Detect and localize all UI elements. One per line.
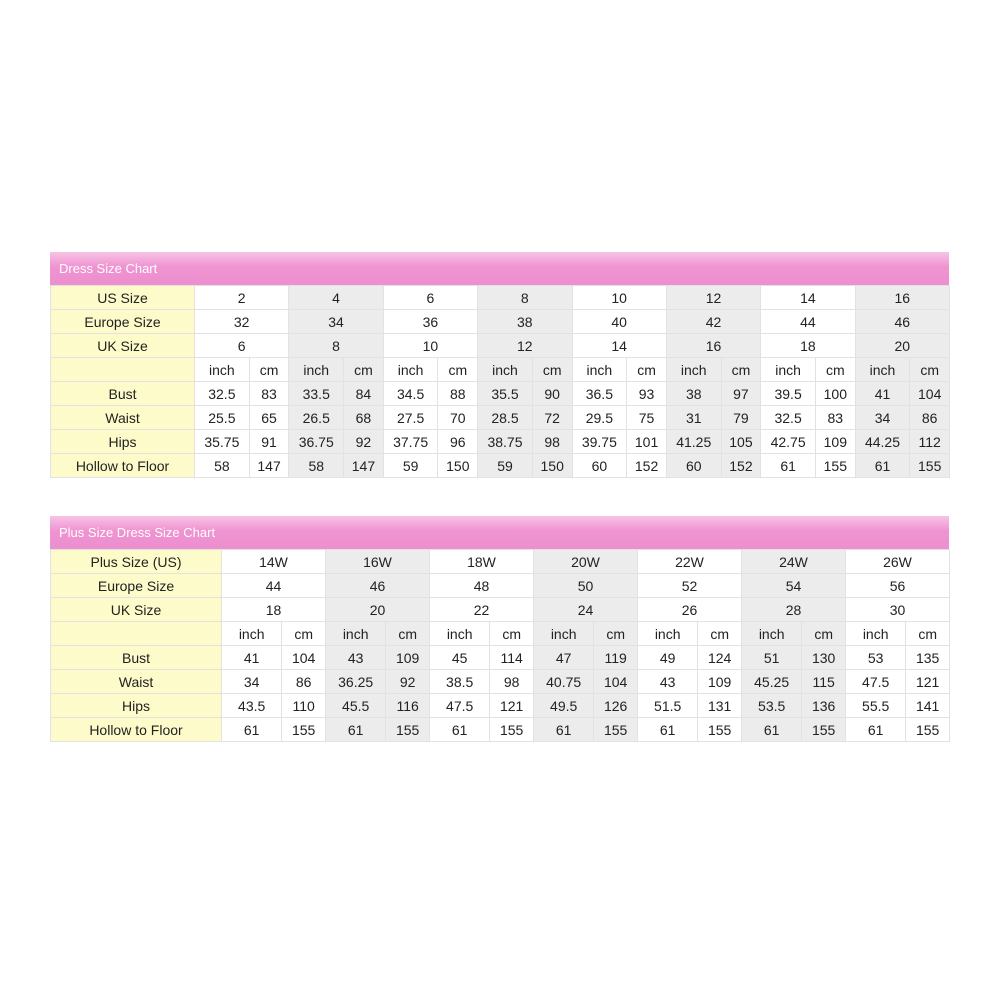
chart-title: Dress Size Chart [50,252,949,285]
measure-cell: 61 [742,718,802,742]
measure-cell: 150 [532,454,572,478]
measure-cell: 31 [666,406,721,430]
measure-cell: 114 [490,646,534,670]
chart-title: Plus Size Dress Size Chart [50,516,949,549]
measure-row [51,430,950,454]
row-label: Waist [51,406,195,430]
measure-cell: 155 [490,718,534,742]
measure-cell: 39.75 [572,430,627,454]
measure-cell: 55.5 [846,694,906,718]
size-cell: 28 [742,598,846,622]
unit-cm: cm [532,358,572,382]
measure-cell: 104 [282,646,326,670]
unit-cm: cm [386,622,430,646]
measure-cell: 136 [802,694,846,718]
unit-inch: inch [742,622,802,646]
unit-inch: inch [222,622,282,646]
measure-cell: 83 [249,382,289,406]
measure-cell: 61 [638,718,698,742]
size-cell: 16 [855,286,949,310]
row-label: Europe Size [51,574,222,598]
measure-cell: 109 [815,430,855,454]
row-label: Bust [51,382,195,406]
measure-cell: 45.5 [326,694,386,718]
measure-cell: 112 [910,430,950,454]
measure-cell: 34.5 [383,382,438,406]
unit-inch: inch [289,358,344,382]
size-cell: 44 [761,310,855,334]
size-cell: 26 [638,598,742,622]
size-table [50,549,950,742]
measure-cell: 35.75 [195,430,250,454]
measure-cell: 45.25 [742,670,802,694]
measure-cell: 34 [855,406,910,430]
unit-cm: cm [698,622,742,646]
measure-cell: 51.5 [638,694,698,718]
measure-cell: 38 [666,382,721,406]
size-cell: 24 [534,598,638,622]
measure-cell: 88 [438,382,478,406]
measure-cell: 35.5 [478,382,533,406]
measure-cell: 97 [721,382,761,406]
size-cell: 20W [534,550,638,574]
unit-inch: inch [572,358,627,382]
unit-inch: inch [666,358,721,382]
measure-cell: 43 [638,670,698,694]
measure-cell: 61 [430,718,490,742]
measure-cell: 110 [282,694,326,718]
measure-cell: 147 [344,454,384,478]
row-label-empty [51,358,195,382]
unit-cm: cm [815,358,855,382]
measure-cell: 115 [802,670,846,694]
size-cell: 56 [846,574,950,598]
measure-cell: 155 [815,454,855,478]
unit-inch: inch [383,358,438,382]
measure-cell: 45 [430,646,490,670]
measure-cell: 65 [249,406,289,430]
unit-row [51,358,950,382]
measure-cell: 126 [594,694,638,718]
size-cell: 18 [222,598,326,622]
size-cell: 8 [478,286,572,310]
measure-cell: 75 [627,406,667,430]
measure-cell: 37.75 [383,430,438,454]
row-label: Hips [51,694,222,718]
unit-row [51,622,950,646]
measure-cell: 147 [249,454,289,478]
row-label: Plus Size (US) [51,550,222,574]
size-cell: 2 [195,286,289,310]
size-cell: 36 [383,310,477,334]
measure-cell: 92 [344,430,384,454]
unit-inch: inch [855,358,910,382]
measure-cell: 61 [855,454,910,478]
size-cell: 20 [855,334,949,358]
measure-cell: 49 [638,646,698,670]
measure-cell: 131 [698,694,742,718]
unit-cm: cm [249,358,289,382]
size-cell: 18W [430,550,534,574]
measure-cell: 150 [438,454,478,478]
measure-cell: 58 [195,454,250,478]
measure-cell: 26.5 [289,406,344,430]
unit-inch: inch [478,358,533,382]
measure-cell: 93 [627,382,667,406]
row-label-empty [51,622,222,646]
measure-cell: 47.5 [430,694,490,718]
unit-cm: cm [594,622,638,646]
unit-cm: cm [906,622,950,646]
size-cell: 22W [638,550,742,574]
size-cell: 10 [383,334,477,358]
size-cell: 34 [289,310,383,334]
measure-cell: 60 [666,454,721,478]
measure-cell: 25.5 [195,406,250,430]
measure-cell: 40.75 [534,670,594,694]
unit-inch: inch [638,622,698,646]
measure-cell: 47.5 [846,670,906,694]
measure-cell: 92 [386,670,430,694]
measure-cell: 96 [438,430,478,454]
size-cell: 14 [572,334,666,358]
size-cell: 20 [326,598,430,622]
measure-cell: 33.5 [289,382,344,406]
size-row [51,286,950,310]
measure-cell: 98 [490,670,534,694]
measure-cell: 109 [698,670,742,694]
size-row [51,334,950,358]
size-cell: 14W [222,550,326,574]
measure-cell: 116 [386,694,430,718]
measure-cell: 61 [222,718,282,742]
measure-cell: 141 [906,694,950,718]
size-cell: 10 [572,286,666,310]
measure-row [51,718,950,742]
size-cell: 52 [638,574,742,598]
unit-cm: cm [282,622,326,646]
unit-cm: cm [627,358,667,382]
size-cell: 40 [572,310,666,334]
measure-row [51,694,950,718]
measure-cell: 86 [910,406,950,430]
unit-cm: cm [344,358,384,382]
measure-cell: 59 [383,454,438,478]
measure-cell: 60 [572,454,627,478]
measure-cell: 41 [855,382,910,406]
measure-cell: 61 [761,454,816,478]
measure-cell: 34 [222,670,282,694]
measure-cell: 152 [627,454,667,478]
size-cell: 30 [846,598,950,622]
size-cell: 6 [195,334,289,358]
measure-cell: 61 [846,718,906,742]
measure-cell: 36.5 [572,382,627,406]
measure-cell: 39.5 [761,382,816,406]
size-cell: 32 [195,310,289,334]
size-cell: 24W [742,550,846,574]
measure-cell: 124 [698,646,742,670]
row-label: Hollow to Floor [51,454,195,478]
size-cell: 16W [326,550,430,574]
unit-inch: inch [326,622,386,646]
row-label: Hollow to Floor [51,718,222,742]
measure-cell: 90 [532,382,572,406]
size-cell: 8 [289,334,383,358]
measure-cell: 36.75 [289,430,344,454]
size-cell: 46 [326,574,430,598]
measure-cell: 61 [534,718,594,742]
size-cell: 4 [289,286,383,310]
measure-cell: 155 [282,718,326,742]
size-cell: 12 [478,334,572,358]
measure-cell: 51 [742,646,802,670]
measure-cell: 83 [815,406,855,430]
measure-cell: 119 [594,646,638,670]
measure-cell: 109 [386,646,430,670]
size-cell: 18 [761,334,855,358]
measure-cell: 121 [906,670,950,694]
size-row [51,574,950,598]
size-cell: 16 [666,334,760,358]
row-label: Waist [51,670,222,694]
measure-row [51,454,950,478]
size-cell: 54 [742,574,846,598]
measure-row [51,646,950,670]
measure-cell: 100 [815,382,855,406]
row-label: Bust [51,646,222,670]
dress-size-chart [50,252,949,478]
unit-inch: inch [761,358,816,382]
unit-inch: inch [846,622,906,646]
measure-cell: 68 [344,406,384,430]
size-cell: 42 [666,310,760,334]
measure-cell: 53 [846,646,906,670]
size-cell: 38 [478,310,572,334]
row-label: Europe Size [51,310,195,334]
measure-row [51,670,950,694]
size-row [51,550,950,574]
measure-cell: 32.5 [195,382,250,406]
size-cell: 50 [534,574,638,598]
size-cell: 46 [855,310,949,334]
size-row [51,310,950,334]
measure-cell: 130 [802,646,846,670]
measure-row [51,406,950,430]
measure-cell: 104 [594,670,638,694]
measure-cell: 135 [906,646,950,670]
measure-row [51,382,950,406]
measure-cell: 58 [289,454,344,478]
measure-cell: 28.5 [478,406,533,430]
measure-cell: 36.25 [326,670,386,694]
measure-cell: 41.25 [666,430,721,454]
size-row [51,598,950,622]
size-cell: 6 [383,286,477,310]
plus-size-dress-size-chart [50,516,949,742]
measure-cell: 101 [627,430,667,454]
measure-cell: 79 [721,406,761,430]
size-cell: 12 [666,286,760,310]
measure-cell: 155 [910,454,950,478]
row-label: US Size [51,286,195,310]
size-table [50,285,950,478]
row-label: UK Size [51,598,222,622]
measure-cell: 155 [906,718,950,742]
row-label: UK Size [51,334,195,358]
measure-cell: 61 [326,718,386,742]
unit-inch: inch [195,358,250,382]
unit-cm: cm [490,622,534,646]
size-cell: 26W [846,550,950,574]
measure-cell: 59 [478,454,533,478]
unit-cm: cm [802,622,846,646]
measure-cell: 41 [222,646,282,670]
measure-cell: 152 [721,454,761,478]
size-cell: 22 [430,598,534,622]
measure-cell: 44.25 [855,430,910,454]
measure-cell: 32.5 [761,406,816,430]
measure-cell: 38.75 [478,430,533,454]
measure-cell: 43.5 [222,694,282,718]
measure-cell: 29.5 [572,406,627,430]
row-label: Hips [51,430,195,454]
measure-cell: 47 [534,646,594,670]
size-cell: 44 [222,574,326,598]
unit-inch: inch [430,622,490,646]
measure-cell: 72 [532,406,572,430]
size-cell: 48 [430,574,534,598]
measure-cell: 155 [386,718,430,742]
measure-cell: 43 [326,646,386,670]
measure-cell: 27.5 [383,406,438,430]
measure-cell: 155 [594,718,638,742]
measure-cell: 105 [721,430,761,454]
measure-cell: 42.75 [761,430,816,454]
measure-cell: 70 [438,406,478,430]
measure-cell: 104 [910,382,950,406]
unit-inch: inch [534,622,594,646]
unit-cm: cm [721,358,761,382]
measure-cell: 53.5 [742,694,802,718]
measure-cell: 86 [282,670,326,694]
measure-cell: 121 [490,694,534,718]
size-cell: 14 [761,286,855,310]
measure-cell: 84 [344,382,384,406]
measure-cell: 98 [532,430,572,454]
unit-cm: cm [910,358,950,382]
measure-cell: 155 [698,718,742,742]
measure-cell: 38.5 [430,670,490,694]
measure-cell: 155 [802,718,846,742]
measure-cell: 49.5 [534,694,594,718]
measure-cell: 91 [249,430,289,454]
unit-cm: cm [438,358,478,382]
